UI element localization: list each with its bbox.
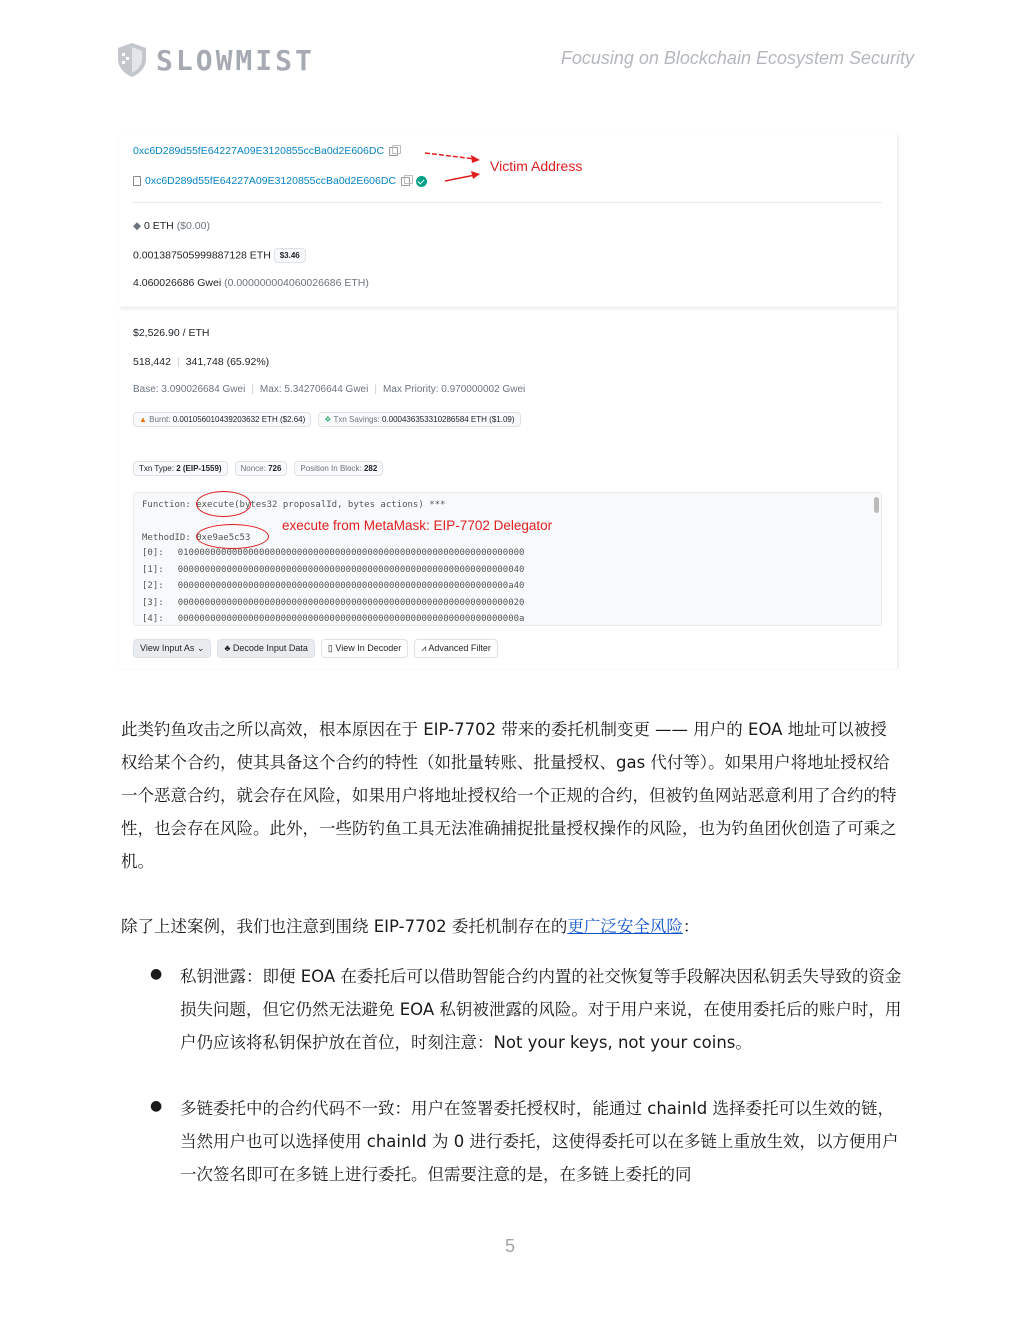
header-tagline: Focusing on Blockchain Ecosystem Security [560,48,914,68]
position-badge: Position In Block: 282 [294,461,383,476]
gas-price: 4.060026686 Gwei [133,277,222,289]
param-value: 0000000000000000000000000000000000000000000000000000000000000a40 [177,581,525,591]
input-data-box[interactable] [133,492,882,626]
document-icon: ▯ [327,643,333,653]
gas-fees-row: Base: 3.090026684 Gwei | Max: 5.342706644 Gwei | Max Priority: 0.970000002 Gwei [133,384,526,395]
bullet-private-key-leak: 私钥泄露：即便 EOA 在委托后可以借助智能合约内置的社交恢复等手段解决因私钥丢失导致的资金损失问题，但它仍然无法避免 EOA 私钥被泄露的风险。对于用户来说，在使用委托后的账户时，用户仍应该将私钥保护放在首位，时刻注意：Not your keys, not your coins。 [180,967,902,1052]
savings-badge: ❖ Txn Savings: 0.000436353310286584 ETH ($1.09) [318,412,520,427]
page-header [0,0,1020,100]
method-id: 0xe9ae5c53 [196,533,251,543]
decode-icon: ♣ [224,643,231,653]
burnt-badge: ▲ Burnt: 0.001056010439203632 ETH ($2.64) [133,412,311,427]
broader-risks-link[interactable]: 更广泛安全风险 [567,917,683,936]
param-row [142,614,524,624]
from-address[interactable]: 0xc6D289d55fE64227A09E3120855ccBa0d2E606DC [133,145,385,157]
advanced-filter-button[interactable]: ⩘ Advanced Filter [414,639,498,658]
param-row [142,565,524,575]
etherscan-screenshot [120,133,900,670]
logo-text: SLOWMIST [156,43,315,77]
param-value: 0000000000000000000000000000000000000000000000000000000000000020 [177,597,525,608]
address-card [120,133,898,308]
eth-diamond-icon: ◆ [133,220,142,232]
gas-price-eth: (0.000000004060026686 ETH) [224,277,369,289]
gas-usage-row: 518,442 | 341,748 (65.92%) [133,356,270,368]
max-fee: Max: 5.342706644 Gwei [259,384,369,395]
param-index: [1]: [142,564,164,575]
txn-attributes-row [133,461,383,476]
red-arrows [420,147,490,187]
decode-input-button[interactable]: ♣ Decode Input Data [217,639,314,658]
view-input-as-button[interactable]: View Input As ⌄ [133,639,211,658]
slowmist-logo [116,42,315,78]
input-data-toolbar [133,639,498,658]
burnt-savings-row [133,412,521,427]
function-name: execute [196,500,235,510]
to-address[interactable]: 0xc6D289d55fE64227A09E3120855ccBa0d2E606DC [145,175,397,187]
fee-usd-badge: $3.46 [274,248,306,263]
value: 0 ETH [144,220,174,232]
eth-price: $2,526.90 / ETH [133,327,210,339]
value-usd: ($0.00) [176,220,210,232]
method-id-highlight-ellipse [196,524,269,549]
gas-price-row [133,277,369,289]
param-row [142,581,524,591]
bullet-multichain-delegation: 多链委托中的合约代码不一致：用户在签署委托授权时，能通过 chainId 选择委托可以生效的链，当然用户也可以选择使用 chainId 为 0 进行委托，这使得委托可以在多链上重放生效，以方便用户一次签名即可在多链上进行委托。但需要注意的是，在多链上委托的同 [180,1099,899,1184]
max-priority-fee: Max Priority: 0.970000002 Gwei [382,384,526,395]
paragraph-1: 此类钓鱼攻击之所以高效，根本原因在于 EIP-7702 带来的委托机制变更 —— 用户的 EOA 地址可以被授权给某个合约，使其具备这个合约的特性（如批量转账、批量授权、gas 代付等）。如果用户将地址授权给一个恶意合约，就会存在风险，如果用户将地址授权给一个正规的合约，但被钓鱼网站恶意利用了合约的特性，也会存在风险。此外，一些防钓鱼工具无法准确捕捉批量授权操作的风险，也为钓鱼团伙创造了可乘之机。 [121,720,897,871]
execute-annotation: execute from MetaMask: EIP-7702 Delegator [282,518,553,533]
gas-limit: 518,442 [133,356,171,368]
victim-address-label: Victim Address [490,158,583,174]
txn-fee: 0.001387505999887128 ETH [133,249,271,262]
leaf-icon: ❖ [324,415,332,424]
method-id-row: MethodID: 0xe9ae5c53 [142,533,251,543]
shield-icon [116,42,148,78]
copy-icon[interactable] [401,177,410,186]
filter-icon: ⩘ [421,643,427,653]
paragraph-2: 除了上述案例，我们也注意到围绕 EIP-7702 委托机制存在的更广泛安全风险： [121,917,700,936]
execute-highlight-ellipse [196,491,251,517]
value-row [133,220,210,232]
param-row [142,598,524,608]
bullet-dot: ● [150,1098,163,1114]
function-signature: Function: execute(bytes32 proposalId, bytes actions) *** [142,500,446,510]
base-fee: Base: 3.090026684 Gwei [133,384,246,395]
bullet-dot: ● [150,966,163,982]
param-value: 000000000000000000000000000000000000000000000000000000000000000a [177,614,525,624]
fee-row [133,248,306,263]
nonce-badge: Nonce: 726 [235,461,288,476]
page-number: 5 [504,1236,515,1256]
contract-icon [133,176,141,186]
param-index: [3]: [142,597,164,608]
divider [132,202,882,203]
param-index: [2]: [142,581,164,591]
scrollbar[interactable] [874,497,879,513]
copy-icon[interactable] [389,147,398,156]
to-address-row [133,175,427,187]
param-index: [4]: [142,614,164,624]
chevron-down-icon: ⌄ [196,643,205,653]
from-address-row [133,145,398,157]
param-row [142,548,524,558]
flame-icon: ▲ [139,415,147,424]
view-in-decoder-button[interactable]: ▯ View In Decoder [321,639,408,658]
param-value: 0100000000000000000000000000000000000000000000000000000000000000 [177,548,525,558]
param-index: [0]: [142,548,164,558]
gas-used: 341,748 (65.92%) [185,356,270,368]
param-value: 0000000000000000000000000000000000000000000000000000000000000040 [177,564,525,575]
txn-type-badge: Txn Type: 2 (EIP-1559) [133,461,228,476]
